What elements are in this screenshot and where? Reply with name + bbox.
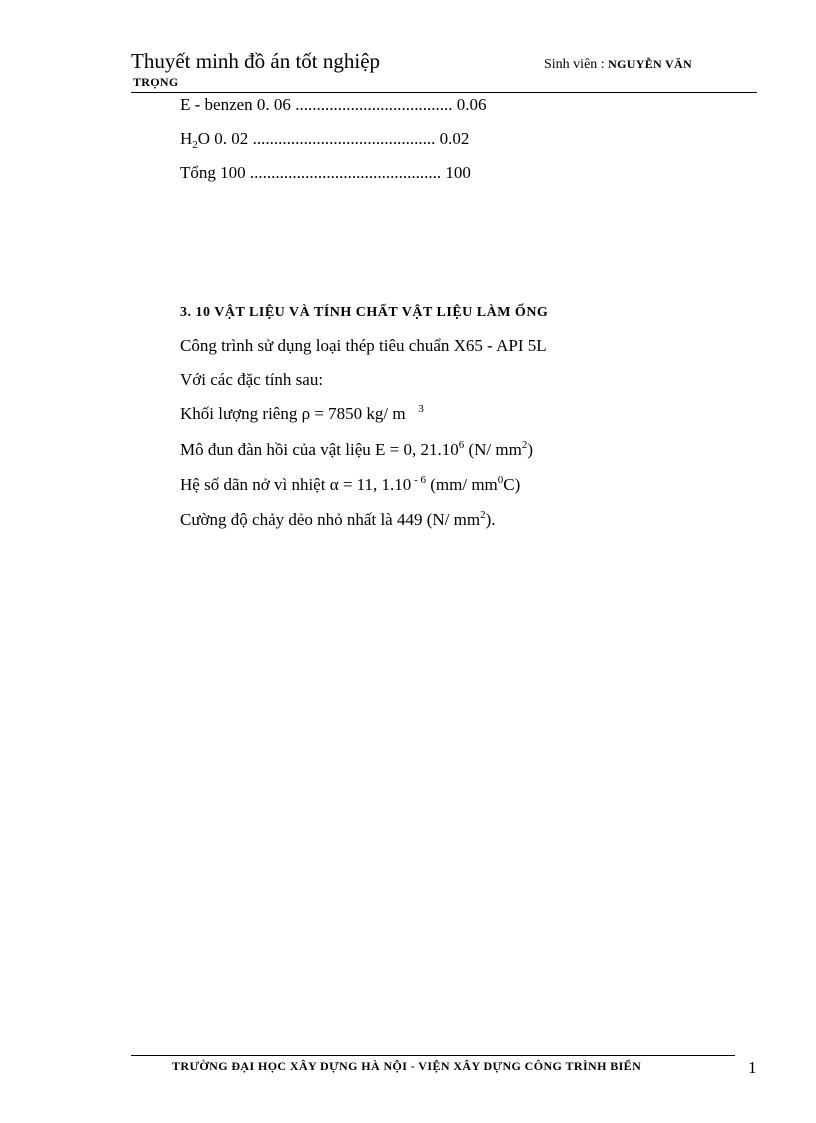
page-number: 1: [748, 1058, 757, 1077]
student-info: [544, 57, 692, 73]
component-value: 0.06: [452, 95, 487, 114]
density-line: Khối lượng riêng ρ = 7850 kg/ m $^3$: [180, 403, 424, 423]
component-name: E - benzen 0. 06: [180, 95, 291, 114]
steel-standard-text: Công trình sử dụng loại thép tiêu chuẩn X65 - API 5L: [180, 336, 547, 355]
elastic-modulus-line: Mô đun đàn hồi của vật liệu E = 0, 21.10$^6$ (N/ $mm^2$): [180, 439, 533, 459]
footer-institution: TRƯỜNG ĐẠI HỌC XÂY DỰNG HÀ NỘI - VIỆN XÂY DỰNG CÔNG TRÌNH BIỂN: [172, 1059, 642, 1073]
component-name: $H_2O$ 0. 02: [180, 129, 249, 151]
composition-row: [180, 95, 486, 115]
component-value: 100: [441, 163, 471, 182]
composition-row: [180, 129, 469, 149]
yield-strength-line: Cường độ chảy dẻo nhỏ nhất là 449 (N/ $mm^2$).: [180, 509, 496, 529]
student-label: Sinh viên :: [544, 57, 605, 72]
composition-row: [180, 163, 471, 183]
section-heading: 3. 10 VẬT LIỆU VÀ TÍNH CHẤT VẬT LIỆU LÀM ỐNG: [180, 305, 549, 320]
properties-intro: Với các đặc tính sau:: [180, 370, 324, 389]
leader-dots: .............................................: [245, 163, 442, 182]
component-name: Tổng 100: [180, 163, 246, 182]
component-value: 0.02: [435, 129, 470, 148]
student-name: NGUYỄN VĂN: [608, 57, 692, 71]
thermal-expansion-line: Hệ số dãn nở vì nhiệt α = 11, 1.10 $^{- 6}$ (mm/ $mm^0C$): [180, 474, 521, 494]
student-name-continued: TRỌNG: [133, 75, 179, 89]
footer-divider: [131, 1055, 735, 1056]
document-title: Thuyết minh đồ án tốt nghiệp: [131, 49, 381, 73]
leader-dots: .....................................: [290, 95, 453, 114]
leader-dots: ...........................................: [248, 129, 436, 148]
header-divider: [131, 92, 757, 93]
